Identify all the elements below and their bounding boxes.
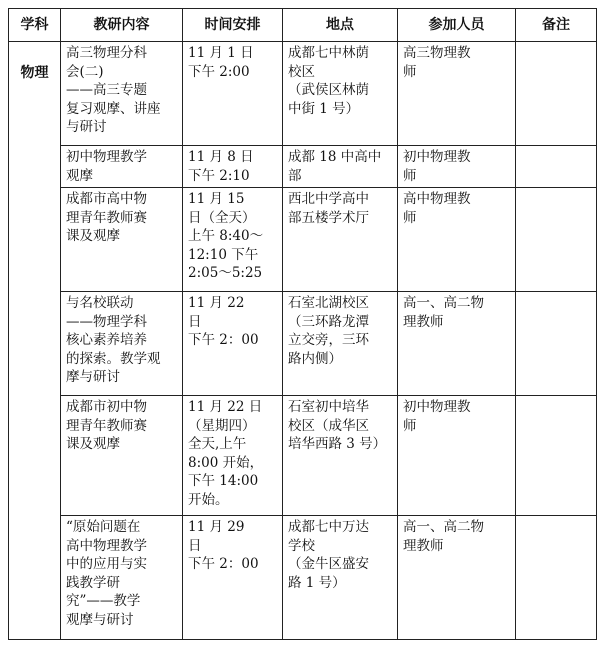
location-line: （三环路龙潭 (288, 313, 369, 330)
location-line: 成都七中万达 (288, 519, 369, 535)
location-line: 石室初中培华 (288, 399, 369, 415)
time-cell (183, 516, 283, 640)
header-attendees: 参加人员 (398, 9, 516, 42)
time-line: 下午 2:00 (188, 63, 250, 80)
content-line: ——高三专题 (66, 82, 147, 98)
time-line: 11 月 15 (188, 191, 245, 207)
attendees-cell (398, 42, 516, 146)
time-line: 上午 8:40～ (188, 228, 264, 244)
content-line: 中的应用与实 (66, 556, 147, 572)
attendees-line: 理教师 (403, 537, 444, 554)
header-row (9, 9, 597, 42)
notes-cell (516, 146, 597, 188)
attendees-line: 师 (403, 63, 417, 80)
content-line: 课及观摩 (66, 436, 120, 452)
header-subject: 学科 (9, 9, 61, 42)
time-cell (183, 188, 283, 292)
notes-cell (516, 42, 597, 146)
location-line: 培华西路 3 号） (288, 436, 387, 452)
time-line: 2:05～5:25 (188, 265, 263, 281)
time-line: 全天,上午 (188, 436, 247, 452)
content-line: 究”——教学 (66, 593, 141, 609)
location-cell (283, 292, 398, 396)
time-line: 开始。 (188, 491, 229, 508)
content-line: ——物理学科 (66, 313, 147, 330)
location-cell (283, 188, 398, 292)
time-line: 8:00 开始， (188, 454, 264, 471)
location-cell (283, 396, 398, 516)
location-line: 中街 1 号） (288, 100, 360, 117)
content-line: 核心素养培养 (66, 332, 147, 348)
time-line: 11 月 8 日 (188, 149, 254, 165)
content-line: 摩与研讨 (66, 369, 120, 385)
table-row (9, 146, 597, 188)
attendees-cell (398, 146, 516, 188)
attendees-cell (398, 292, 516, 396)
notes-cell (516, 516, 597, 640)
time-line: 下午 2：00 (188, 556, 259, 572)
content-line: 与研讨 (66, 119, 107, 135)
content-line: 理青年教师赛 (66, 209, 147, 226)
schedule-document (8, 8, 597, 640)
time-line: 11 月 22 (188, 295, 245, 311)
location-line: 路内侧） (288, 350, 342, 367)
attendees-cell (398, 188, 516, 292)
table-row (9, 292, 597, 396)
time-line: 12:10 下午 (188, 246, 259, 263)
location-line: 部 (288, 167, 302, 184)
location-line: 校区（成华区 (288, 417, 369, 434)
time-line: 下午 14:00 (188, 473, 259, 489)
attendees-line: 师 (403, 417, 417, 434)
content-line: 高三物理分科 (66, 45, 147, 61)
header-notes: 备注 (516, 9, 597, 42)
location-line: 石室北湖校区 (288, 295, 369, 311)
time-line: 11 月 22 日 (188, 399, 263, 415)
location-cell (283, 42, 398, 146)
attendees-line: 师 (403, 209, 417, 226)
attendees-line: 高一、高二物 (403, 295, 484, 311)
time-line: 下午 2：00 (188, 332, 259, 348)
location-line: 部五楼学术厅 (288, 209, 369, 226)
content-line: “原始问题在 (66, 519, 141, 535)
content-line: 成都市初中物 (66, 399, 147, 415)
time-cell (183, 146, 283, 188)
content-line: 会(二) (66, 63, 104, 80)
content-line: 初中物理教学 (66, 149, 147, 165)
content-line: 与名校联动 (66, 295, 134, 311)
time-line: 日 (188, 313, 202, 330)
location-cell (283, 516, 398, 640)
header-time: 时间安排 (183, 9, 283, 42)
content-line: 复习观摩、讲座 (66, 100, 161, 117)
attendees-line: 高一、高二物 (403, 519, 484, 535)
location-line: （武侯区林荫 (288, 82, 369, 98)
header-location: 地点 (283, 9, 398, 42)
location-line: 校区 (288, 63, 315, 80)
location-line: 西北中学高中 (288, 191, 369, 207)
attendees-line: 初中物理教 (403, 399, 471, 415)
location-line: （金牛区盛安 (288, 556, 369, 572)
content-line: 课及观摩 (66, 228, 120, 244)
content-line: 的探索。教学观 (66, 350, 161, 367)
table-row (9, 42, 597, 146)
time-line: 11 月 29 (188, 519, 245, 535)
time-line: 11 月 1 日 (188, 45, 254, 61)
time-cell (183, 396, 283, 516)
location-line: 学校 (288, 537, 315, 554)
attendees-line: 理教师 (403, 313, 444, 330)
location-line: 成都 18 中高中 (288, 149, 382, 165)
attendees-line: 初中物理教 (403, 149, 471, 165)
content-cell (61, 292, 183, 396)
attendees-line: 师 (403, 167, 417, 184)
notes-cell (516, 396, 597, 516)
content-cell (61, 516, 183, 640)
table-row (9, 516, 597, 640)
location-line: 立交旁，三环 (288, 332, 369, 348)
subject-cell: 物理 (9, 42, 61, 640)
content-line: 成都市高中物 (66, 191, 147, 207)
notes-cell (516, 292, 597, 396)
content-line: 践教学研 (66, 574, 120, 591)
table-row (9, 396, 597, 516)
location-line: 成都七中林荫 (288, 45, 369, 61)
notes-cell (516, 188, 597, 292)
content-cell (61, 146, 183, 188)
time-line: 日 (188, 537, 202, 554)
location-cell (283, 146, 398, 188)
time-line: （星期四） (188, 417, 256, 434)
schedule-table (8, 8, 597, 640)
attendees-line: 高三物理教 (403, 45, 471, 61)
content-line: 观摩与研讨 (66, 611, 134, 628)
time-line: 下午 2:10 (188, 167, 250, 184)
attendees-cell (398, 396, 516, 516)
content-line: 理青年教师赛 (66, 417, 147, 434)
time-cell (183, 42, 283, 146)
content-cell (61, 42, 183, 146)
header-content: 教研内容 (61, 9, 183, 42)
content-cell (61, 396, 183, 516)
time-line: 日（全天） (188, 209, 256, 226)
attendees-cell (398, 516, 516, 640)
table-row (9, 188, 597, 292)
location-line: 路 1 号） (288, 574, 346, 591)
time-cell (183, 292, 283, 396)
content-line: 观摩 (66, 167, 93, 184)
content-line: 高中物理教学 (66, 537, 147, 554)
attendees-line: 高中物理教 (403, 191, 471, 207)
content-cell (61, 188, 183, 292)
